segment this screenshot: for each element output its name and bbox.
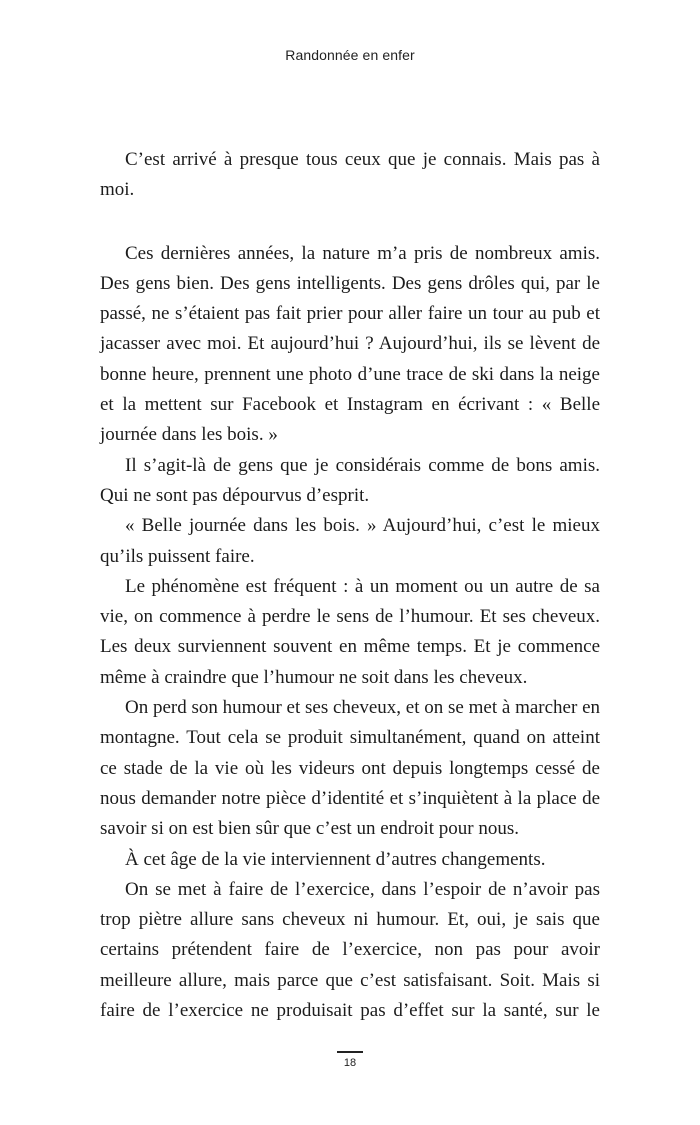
paragraph-7: À cet âge de la vie interviennent d’autres changements. — [125, 848, 546, 870]
paragraph-6: On perd son humour et ses cheveux, et on se met à marcher en montagne. Tout cela se produit simultanément, quand on atteint ce stade de la vie où les videurs ont depuis longtemps cessé de nous demander notre pièce d’identité et s’inquiètent à la place de savoir si on est bien sûr que c’est un endroit pour nous. — [100, 697, 600, 840]
page-number-rule — [337, 1051, 363, 1053]
paragraph-1: C’est arrivé à presque tous ceux que je connais. Mais pas à moi. — [100, 149, 600, 201]
paragraph-2: Ces dernières années, la nature m’a pris de nombreux amis. Des gens bien. Des gens intelligents. Des gens drôles qui, par le passé, ne s’étaient pas fait prier pour aller faire un tour au pub et jacasser avec moi. Et aujourd’hui ? Aujourd’hui, ils se lèvent de bonne heure, prennent une photo d’une trace de ski dans la neige et la mettent sur Facebook et Instagram en écrivant : « Belle journée dans les bois. » — [100, 242, 600, 446]
page-number: 18 — [343, 1057, 357, 1069]
running-head: Randonnée en enfer — [285, 47, 415, 63]
paragraph-3: Il s’agit-là de gens que je considérais comme de bons amis. Qui ne sont pas dépourvus d’esprit. — [100, 454, 600, 506]
section-break — [100, 206, 600, 239]
paragraph-8: On se met à faire de l’exercice, dans l’espoir de n’avoir pas trop piètre allure sans cheveux ni humour. Et, oui, je sais que certains prétendent faire de l’exercice, non pas pour avoir meilleure allure, mais parce que c’est satisfaisant. Soit. Mais si faire de l’exercice ne produisait pas d’effet sur la santé, sur le — [100, 878, 600, 1022]
body-text — [100, 145, 600, 1026]
paragraph-5: Le phénomène est fréquent : à un moment ou un autre de sa vie, on commence à perdre le sens de l’humour. Et ses cheveux. Les deux surviennent souvent en même temps. Et je commence même à craindre que l’humour ne soit dans les cheveux. — [100, 575, 600, 688]
paragraph-4: « Belle journée dans les bois. » Aujourd’hui, c’est le mieux qu’ils puissent faire. — [100, 515, 600, 567]
